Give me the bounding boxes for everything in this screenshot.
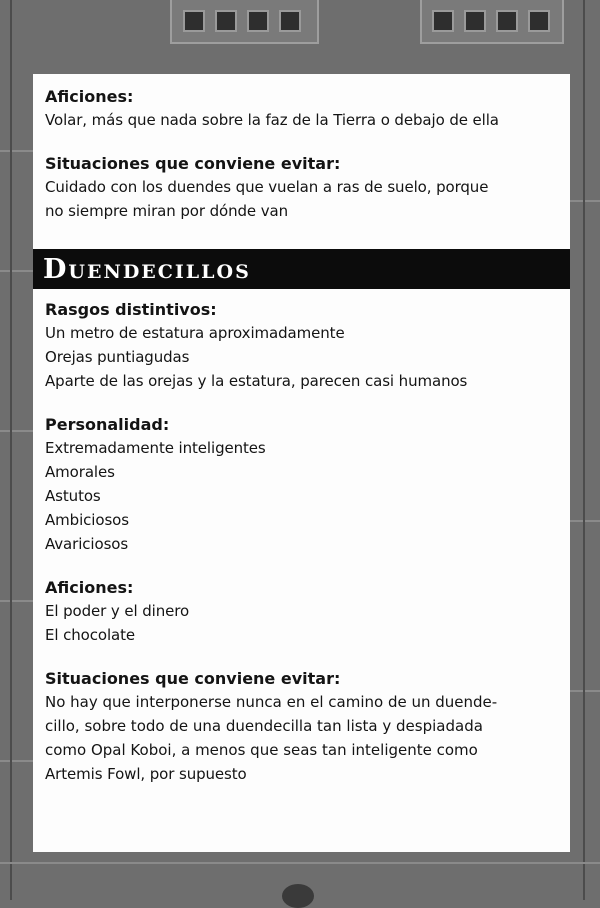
text-line: El poder y el dinero: [45, 602, 190, 620]
section-title-banner: [33, 249, 570, 289]
background-square: [496, 10, 518, 32]
text-line: Astutos: [45, 487, 101, 505]
text-line: Volar, más que nada sobre la faz de la Tierra o debajo de ella: [45, 111, 499, 129]
section-heading: Rasgos distintivos:: [45, 300, 217, 319]
background-line: [570, 520, 600, 522]
text-line: Orejas puntiagudas: [45, 348, 190, 366]
background-square: [215, 10, 237, 32]
background-line: [570, 200, 600, 202]
text-line: No hay que interponerse nunca en el camino de un duende-: [45, 693, 498, 711]
background-square: [464, 10, 486, 32]
text-line: Ambiciosos: [45, 511, 129, 529]
background-line: [0, 600, 33, 602]
section-heading: Situaciones que conviene evitar:: [45, 154, 341, 173]
text-line: Cuidado con los duendes que vuelan a ras de suelo, porque: [45, 178, 489, 196]
page-number-ornament: [282, 884, 314, 908]
background-square: [528, 10, 550, 32]
background-line: [570, 690, 600, 692]
background-line: [0, 760, 33, 762]
background-line: [0, 270, 33, 272]
text-line: Aparte de las orejas y la estatura, parecen casi humanos: [45, 372, 468, 390]
section-heading: Situaciones que conviene evitar:: [45, 669, 341, 688]
section-heading: Aficiones:: [45, 87, 134, 106]
background-square: [432, 10, 454, 32]
section-heading: Personalidad:: [45, 415, 170, 434]
section-heading: Aficiones:: [45, 578, 134, 597]
background-line: [0, 430, 33, 432]
background-line: [10, 0, 12, 900]
text-line: no siempre miran por dónde van: [45, 202, 288, 220]
background-line: [583, 0, 585, 900]
background-line: [0, 862, 600, 864]
content-card: [33, 74, 570, 852]
banner-title: Duendecillos: [43, 253, 251, 285]
background-square: [279, 10, 301, 32]
text-line: como Opal Koboi, a menos que seas tan inteligente como: [45, 741, 478, 759]
text-line: Amorales: [45, 463, 115, 481]
background-square: [247, 10, 269, 32]
text-line: Artemis Fowl, por supuesto: [45, 765, 247, 783]
text-line: Un metro de estatura aproximadamente: [45, 324, 345, 342]
text-line: El chocolate: [45, 626, 136, 644]
text-line: cillo, sobre todo de una duendecilla tan lista y despiadada: [45, 717, 483, 735]
background-square: [183, 10, 205, 32]
text-line: Extremadamente inteligentes: [45, 439, 266, 457]
background-line: [0, 150, 33, 152]
text-line: Avariciosos: [45, 535, 129, 553]
